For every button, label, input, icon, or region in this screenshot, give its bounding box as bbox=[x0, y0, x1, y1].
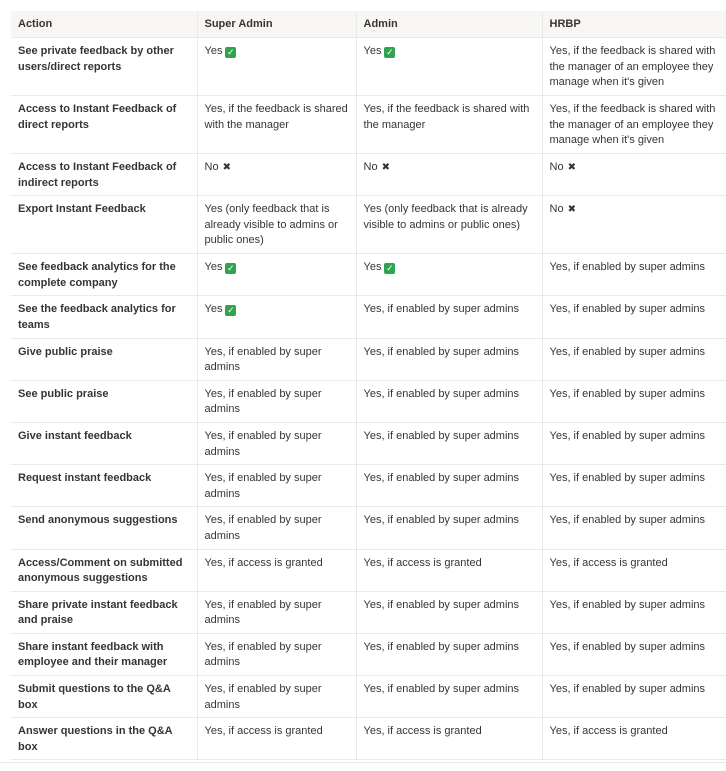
admin-permission-cell bbox=[356, 196, 542, 254]
hrbp-permission-cell bbox=[542, 96, 726, 154]
hrbp-permission-cell bbox=[542, 422, 726, 464]
table-row bbox=[11, 507, 726, 549]
table-row bbox=[11, 338, 726, 380]
permission-text: Yes bbox=[204, 261, 223, 274]
hrbp-permission-cell bbox=[542, 380, 726, 422]
permission-text: Yes, if access is granted bbox=[363, 725, 482, 738]
admin-permission-cell bbox=[356, 718, 542, 760]
permission-text: Yes, if access is granted bbox=[204, 556, 323, 569]
permission-text: Yes, if enabled by super admins bbox=[204, 683, 322, 711]
table-row bbox=[11, 465, 726, 507]
check-mark-icon: ✓ bbox=[227, 263, 235, 274]
action-cell: Give public praise bbox=[11, 338, 197, 380]
hrbp-permission-cell bbox=[542, 465, 726, 507]
hrbp-permission-cell bbox=[542, 338, 726, 380]
admin-permission-cell bbox=[356, 507, 542, 549]
check-mark-icon: ✓ bbox=[386, 263, 394, 274]
permission-text: Yes, if enabled by super admins bbox=[204, 345, 322, 374]
hrbp-permission-cell bbox=[542, 196, 726, 254]
admin-permission-cell bbox=[356, 591, 542, 633]
column-header-action: Action bbox=[11, 11, 197, 38]
permission-text: Yes, if enabled by super admins bbox=[549, 387, 706, 400]
permission-text: Yes, if enabled by super admins bbox=[204, 472, 322, 500]
table-row bbox=[11, 380, 726, 422]
permission-text: Yes, if access is granted bbox=[204, 725, 323, 738]
permission-text: Yes, if enabled by super admins bbox=[363, 640, 520, 653]
permission-text: Yes, if the feedback is shared with the manager bbox=[204, 103, 348, 131]
action-cell: Export Instant Feedback bbox=[11, 196, 197, 254]
permission-text: Yes, if enabled by super admins bbox=[549, 345, 706, 358]
table-row bbox=[11, 154, 726, 196]
admin-permission-cell bbox=[356, 96, 542, 154]
cross-mark-icon: ✖ bbox=[381, 162, 390, 173]
permission-text: Yes, if enabled by super admins bbox=[204, 514, 322, 542]
admin-permission-cell bbox=[356, 338, 542, 380]
permission-text: Yes, if enabled by super admins bbox=[363, 514, 520, 527]
action-cell: See the feedback analytics for teams bbox=[11, 296, 197, 338]
permission-text: Yes, if enabled by super admins bbox=[363, 683, 520, 696]
permission-text: Yes bbox=[363, 261, 382, 274]
permission-text: Yes, if enabled by super admins bbox=[549, 683, 706, 696]
hrbp-permission-cell bbox=[542, 549, 726, 591]
super-admin-permission-cell bbox=[197, 591, 356, 633]
hrbp-permission-cell bbox=[542, 676, 726, 718]
check-mark-icon: ✓ bbox=[227, 305, 235, 316]
admin-permission-cell bbox=[356, 154, 542, 196]
super-admin-permission-cell bbox=[197, 196, 356, 254]
permission-text: Yes bbox=[204, 303, 223, 316]
permission-text: Yes, if enabled by super admins bbox=[549, 598, 706, 611]
permission-text: Yes, if access is granted bbox=[549, 556, 668, 569]
table-row bbox=[11, 422, 726, 464]
action-cell: Access to Instant Feedback of direct reports bbox=[11, 96, 197, 154]
table-row bbox=[11, 676, 726, 718]
cross-mark-icon: ✖ bbox=[567, 162, 576, 173]
permission-text: No bbox=[549, 203, 564, 216]
permission-text: Yes, if access is granted bbox=[549, 725, 668, 738]
hrbp-permission-cell bbox=[542, 296, 726, 338]
table-row bbox=[11, 38, 726, 96]
table-row bbox=[11, 196, 726, 254]
column-header-hrbp: HRBP bbox=[542, 11, 726, 38]
action-cell: See public praise bbox=[11, 380, 197, 422]
permission-text: No bbox=[363, 161, 378, 173]
hrbp-permission-cell bbox=[542, 633, 726, 675]
action-cell: Answer questions in the Q&A box bbox=[11, 718, 197, 760]
action-cell: Send anonymous suggestions bbox=[11, 507, 197, 549]
permission-text: Yes bbox=[204, 45, 223, 57]
super-admin-permission-cell bbox=[197, 154, 356, 196]
super-admin-permission-cell bbox=[197, 422, 356, 464]
permission-text: Yes, if enabled by super admins bbox=[204, 640, 322, 669]
admin-permission-cell bbox=[356, 380, 542, 422]
action-cell: See private feedback by other users/direct reports bbox=[11, 38, 197, 96]
admin-permission-cell bbox=[356, 633, 542, 675]
table-row bbox=[11, 718, 726, 760]
super-admin-permission-cell bbox=[197, 338, 356, 380]
table-body bbox=[11, 38, 726, 760]
super-admin-permission-cell bbox=[197, 380, 356, 422]
permission-text: Yes, if enabled by super admins bbox=[549, 261, 706, 274]
permission-text: Yes, if the feedback is shared with the manager of an employee they manage when it's given bbox=[549, 45, 716, 89]
action-cell: Access/Comment on submitted anonymous suggestions bbox=[11, 549, 197, 591]
permission-text: Yes, if access is granted bbox=[363, 556, 482, 569]
admin-permission-cell bbox=[356, 254, 542, 296]
column-header-admin: Admin bbox=[356, 11, 542, 38]
super-admin-permission-cell bbox=[197, 676, 356, 718]
super-admin-permission-cell bbox=[197, 254, 356, 296]
admin-permission-cell bbox=[356, 38, 542, 96]
hrbp-permission-cell bbox=[542, 254, 726, 296]
table-row bbox=[11, 549, 726, 591]
super-admin-permission-cell bbox=[197, 465, 356, 507]
super-admin-permission-cell bbox=[197, 633, 356, 675]
permissions-table bbox=[11, 11, 726, 760]
permission-text: Yes, if enabled by super admins bbox=[204, 387, 322, 416]
permission-text: No bbox=[204, 161, 219, 173]
admin-permission-cell bbox=[356, 296, 542, 338]
permission-text: Yes, if enabled by super admins bbox=[549, 472, 706, 485]
admin-permission-cell bbox=[356, 676, 542, 718]
table-header bbox=[11, 11, 726, 38]
permission-text: Yes, if enabled by super admins bbox=[549, 514, 706, 527]
permission-text: Yes, if enabled by super admins bbox=[363, 429, 520, 442]
action-cell: Give instant feedback bbox=[11, 422, 197, 464]
table-row bbox=[11, 296, 726, 338]
permission-text: Yes, if enabled by super admins bbox=[549, 640, 706, 653]
permissions-table-container bbox=[11, 11, 726, 760]
permission-text: No bbox=[549, 161, 564, 173]
header-row bbox=[11, 11, 726, 38]
permission-text: Yes, if enabled by super admins bbox=[549, 429, 706, 442]
action-cell: Request instant feedback bbox=[11, 465, 197, 507]
column-header-super-admin: Super Admin bbox=[197, 11, 356, 38]
permission-text: Yes, if enabled by super admins bbox=[549, 303, 706, 316]
action-cell: Share private instant feedback and praise bbox=[11, 591, 197, 633]
permission-text: Yes, if enabled by super admins bbox=[204, 598, 322, 627]
table-row bbox=[11, 254, 726, 296]
hrbp-permission-cell bbox=[542, 718, 726, 760]
permission-text: Yes (only feedback that is already visible to admins or public ones) bbox=[363, 203, 528, 231]
permission-text: Yes, if enabled by super admins bbox=[363, 387, 520, 400]
hrbp-permission-cell bbox=[542, 507, 726, 549]
table-row bbox=[11, 633, 726, 675]
permission-text: Yes, if the feedback is shared with the manager bbox=[363, 103, 530, 131]
permission-text: Yes, if enabled by super admins bbox=[204, 429, 322, 458]
permission-text: Yes, if enabled by super admins bbox=[363, 472, 520, 485]
admin-permission-cell bbox=[356, 422, 542, 464]
action-cell: Access to Instant Feedback of indirect reports bbox=[11, 154, 197, 196]
hrbp-permission-cell bbox=[542, 591, 726, 633]
permission-text: Yes, if enabled by super admins bbox=[363, 598, 520, 611]
super-admin-permission-cell bbox=[197, 96, 356, 154]
permission-text: Yes, if enabled by super admins bbox=[363, 303, 520, 316]
permission-text: Yes bbox=[363, 45, 382, 57]
super-admin-permission-cell bbox=[197, 296, 356, 338]
super-admin-permission-cell bbox=[197, 718, 356, 760]
hrbp-permission-cell bbox=[542, 154, 726, 196]
hrbp-permission-cell bbox=[542, 38, 726, 96]
super-admin-permission-cell bbox=[197, 549, 356, 591]
permission-text: Yes (only feedback that is already visible to admins or public ones) bbox=[204, 203, 338, 247]
action-cell: See feedback analytics for the complete company bbox=[11, 254, 197, 296]
cross-mark-icon: ✖ bbox=[567, 204, 576, 216]
permission-text: Yes, if enabled by super admins bbox=[363, 345, 520, 358]
permission-text: Yes, if the feedback is shared with the manager of an employee they manage when it's given bbox=[549, 103, 716, 147]
cross-mark-icon: ✖ bbox=[222, 162, 231, 173]
admin-permission-cell bbox=[356, 549, 542, 591]
check-mark-icon: ✓ bbox=[227, 47, 235, 57]
action-cell: Share instant feedback with employee and their manager bbox=[11, 633, 197, 675]
super-admin-permission-cell bbox=[197, 507, 356, 549]
check-mark-icon: ✓ bbox=[386, 47, 394, 57]
table-row bbox=[11, 96, 726, 154]
action-cell: Submit questions to the Q&A box bbox=[11, 676, 197, 718]
admin-permission-cell bbox=[356, 465, 542, 507]
super-admin-permission-cell bbox=[197, 38, 356, 96]
table-row bbox=[11, 591, 726, 633]
